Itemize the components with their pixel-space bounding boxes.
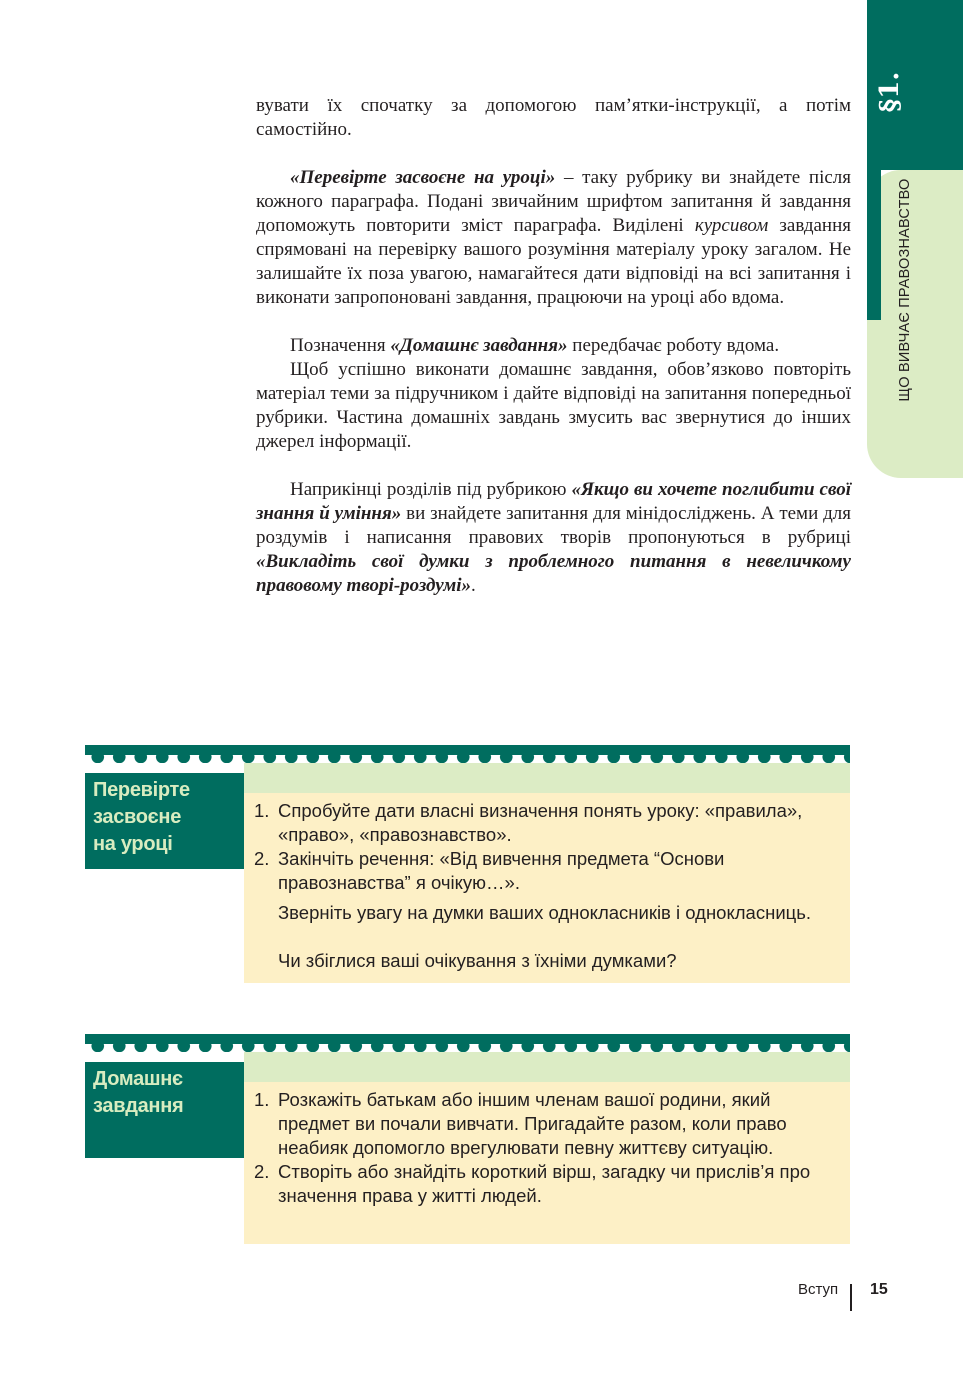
review-box-body — [244, 793, 850, 983]
review-note: Зверніть увагу на думки ваших однокласників і однокласниць. — [278, 902, 812, 923]
paragraph: «Перевірте засвоєне на уроці» – таку рубрику ви знайдете після кожного параграфа. Подані звичайним шрифтом запитання й завдання допоможуть повторити зміст параграфа. Виділені курсивом завдання спрямовані на перевірку вашого розуміння матеріалу уроку загалом. Не залишайте їх поза увагою, намагайтеся дати відповіді на всі запитання і виконати запропоновані завдання, працюючи на уроці або вдома. — [256, 167, 852, 308]
list-item: 2. Створіть або знайдіть короткий вірш, загадку чи прислів’я про значення права у житті людей. — [254, 1161, 811, 1206]
main-text — [256, 94, 851, 598]
box-dotted-edge — [85, 1040, 850, 1052]
list-item: 1. Спробуйте дати власні визначення понять уроку: «правила», «право», «правознавство». — [254, 800, 803, 845]
homework-box — [85, 1034, 850, 1244]
side-tab-strip — [867, 170, 881, 320]
paragraph: Наприкінці розділів під рубрикою «Якщо ви хочете поглибити свої знання й уміння» ви знайдете запитання для мінідосліджень. А теми для роздумів і написання правових творів пропонуються в рубриці «Викладіть свої думки з проблемного питання в невеличкому правовому творі-роздумі». — [256, 479, 851, 596]
paragraph: Позначення «Домашнє завдання» передбачає роботу вдома. — [290, 335, 780, 356]
list-item: 1. Розкажіть батькам або іншим членам вашої родини, який предмет ви почали вивчати. Пригадайте разом, коли право неабияк допомогло врегулювати певну життєву ситуацію. — [254, 1089, 787, 1158]
side-tab-background — [867, 170, 963, 478]
box-dotted-edge — [85, 751, 850, 763]
homework-box-body — [244, 1082, 850, 1244]
homework-list — [254, 1088, 824, 1208]
homework-box-label: Домашнє завдання — [85, 1062, 244, 1158]
review-box-label: Перевірте засвоєне на уроці — [85, 773, 244, 869]
review-box — [85, 745, 850, 983]
box-band — [244, 763, 850, 793]
paragraph: вувати їх спочатку за допомогою пам’ятки-інструкції, а потім самостійно. — [256, 95, 851, 140]
review-note-question: Чи збіглися ваші очікування з їхніми думками? — [278, 950, 677, 971]
box-band — [244, 1052, 850, 1082]
page-number: 15 — [870, 1281, 888, 1298]
list-item: 2. Закінчіть речення: «Від вивчення предмета “Основи правознавства” я очікую…». — [254, 848, 725, 893]
footer-section-label: Вступ — [798, 1281, 839, 1298]
footer-divider — [850, 1284, 852, 1311]
question-list — [254, 799, 824, 895]
paragraph: Щоб успішно виконати домашнє завдання, обов’язково повторіть матеріал теми за підручником і дайте відповіді на запитання попередньої рубрики. Частина домашніх завдань змусить вас звернутися до інших джерел інформації. — [256, 359, 851, 452]
